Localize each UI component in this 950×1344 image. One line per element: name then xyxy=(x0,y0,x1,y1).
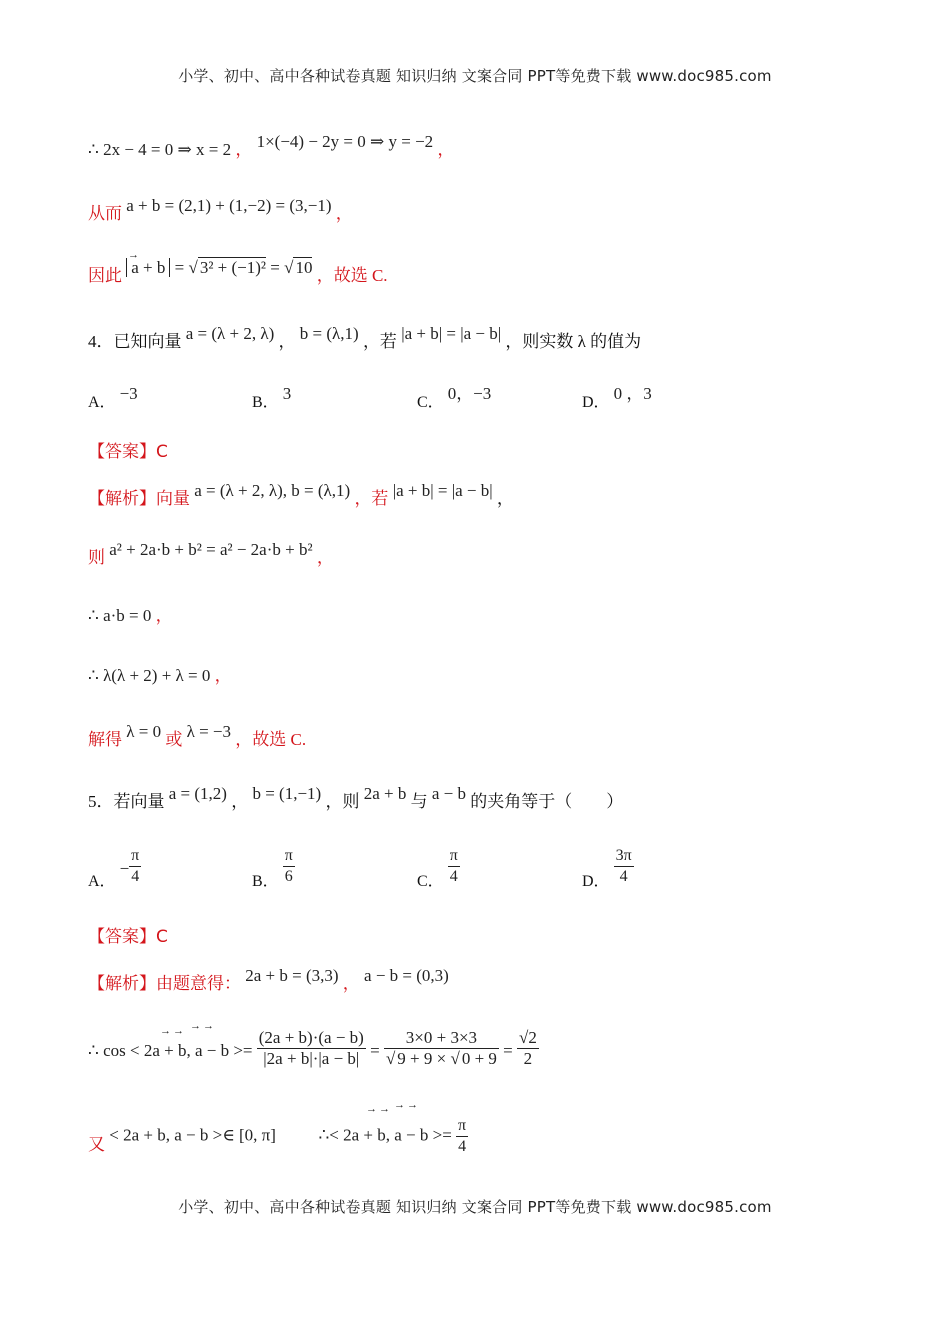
separator: ， xyxy=(278,332,296,351)
separator: ， xyxy=(437,140,455,159)
equals-sign: = xyxy=(503,1041,513,1061)
math-cos-result: $\frac{√2}{2}$ xyxy=(519,1028,537,1068)
solution-line-1 xyxy=(88,132,455,162)
analysis-tag: 【解析】由题意得： xyxy=(88,974,241,994)
math-expansion: a² + 2a·b + b² = a² − 2a·b + b² xyxy=(109,540,313,559)
q5-stem-suffix: 的夹角等于（ ） xyxy=(470,792,624,811)
option-value: 0，−3 xyxy=(447,384,492,403)
option-fraction: $\frac{\pi}{6}$ xyxy=(284,847,293,885)
conclusion-text: ，故选 C. xyxy=(316,266,388,285)
math-cos-fraction: $\frac{(2a + b)\cdot(a - b)}{|2a + b|\cdot|a - b|}$ xyxy=(258,1028,364,1068)
option-label: D． xyxy=(582,873,610,891)
math-cos-numeric: $\frac{3\times 0 + 3\times 3}{√ 9 + 9 \times √ 0 + 9}$ xyxy=(385,1028,497,1068)
q5-analysis-line xyxy=(88,966,449,996)
separator: ， xyxy=(496,489,514,508)
vector-arrow: →→ xyxy=(366,1103,392,1115)
math-2a-plus-b: 2a + b = (3,3) xyxy=(245,966,339,985)
math-dot-zero: ∴ a·b = 0 xyxy=(88,606,152,625)
option-label: A． xyxy=(88,394,116,411)
q4-analysis-line xyxy=(88,481,514,511)
q4-vector-b: b = (λ,1) xyxy=(299,324,359,343)
equals-sign: = xyxy=(270,258,280,277)
separator: ，若 xyxy=(362,332,397,351)
math-angle-conclusion: ∴< 2a + b, a − b >= xyxy=(318,1125,452,1145)
separator: ，则 xyxy=(325,792,360,811)
q4-answer xyxy=(88,440,168,464)
q4-vector-a: a = (λ + 2, λ) xyxy=(185,324,275,343)
vector-arrow: →→ xyxy=(190,1020,216,1032)
analysis-tag: 【解析】向量 xyxy=(88,489,190,509)
q5-last-line xyxy=(88,1116,468,1157)
math-condition: |a + b| = |a − b| xyxy=(392,481,493,500)
q5-answer xyxy=(88,925,168,949)
q5-option-a xyxy=(88,846,141,891)
option-label: C． xyxy=(417,394,444,411)
q4-stem xyxy=(88,324,642,354)
answer-text: 【答案】C xyxy=(88,442,168,462)
solution-line-3: 因此 a + b = √ 3² + (−1)² = √ 10 ，故选 C. xyxy=(88,258,388,285)
separator: ， xyxy=(235,140,253,159)
q4-step-1 xyxy=(88,540,334,570)
option-label: B． xyxy=(252,394,279,411)
vector-arrow: →→ xyxy=(394,1099,420,1111)
option-fraction: $\frac{\pi}{4}$ xyxy=(131,847,140,885)
q5-stem-prefix: 5．若向量 xyxy=(88,792,165,811)
option-label: B． xyxy=(252,873,279,891)
solution-line-2 xyxy=(88,196,353,226)
math-lambda-0: λ = 0 xyxy=(126,722,162,741)
option-value: 0 ，3 xyxy=(613,384,652,403)
option-value: 3 xyxy=(282,384,292,403)
q4-step-4 xyxy=(88,722,307,752)
option-label: A． xyxy=(88,873,116,891)
separator: ， xyxy=(316,548,334,567)
q4-step-2 xyxy=(88,604,173,628)
q5-option-b xyxy=(252,846,295,891)
prefix-text: 解得 xyxy=(88,730,122,749)
option-value: −3 xyxy=(119,384,138,403)
connector-text: 与 xyxy=(410,792,428,811)
option-sign: − xyxy=(119,859,130,879)
or-text: 或 xyxy=(165,730,183,749)
math-vectors: a = (λ + 2, λ), b = (λ,1) xyxy=(194,481,351,500)
separator: ， xyxy=(155,606,173,625)
prefix-text: 则 xyxy=(88,548,105,567)
q5-expr-1: 2a + b xyxy=(363,784,407,803)
equals-sign: = xyxy=(370,1041,380,1061)
math-y-solve: 1×(−4) − 2y = 0 ⇒ y = −2 xyxy=(256,132,434,151)
q5-stem xyxy=(88,784,624,814)
page-footer: 小学、初中、高中各种试卷真题 知识归纳 文案合同 PPT等免费下载 www.doc985.com xyxy=(178,1198,772,1216)
math-angle-value: $\frac{\pi}{4}$ xyxy=(458,1117,467,1155)
q5-expr-2: a − b xyxy=(431,784,466,803)
math-vector-sum: a + b = (2,1) + (1,−2) = (3,−1) xyxy=(126,196,332,215)
separator: ， xyxy=(214,666,232,685)
option-fraction: $\frac{\pi}{4}$ xyxy=(449,847,458,885)
q4-option-a xyxy=(88,384,138,415)
q4-stem-suffix: ，则实数 λ 的值为 xyxy=(505,332,642,351)
separator: ， xyxy=(231,792,249,811)
separator: ， xyxy=(335,204,353,223)
q5-option-d xyxy=(582,846,634,891)
prefix-text: 因此 xyxy=(88,266,122,285)
math-x-solve: ∴ 2x − 4 = 0 ⇒ x = 2 xyxy=(88,140,232,159)
math-sqrt-expr: 3² + (−1)² xyxy=(199,258,267,277)
equals-sign: = xyxy=(174,258,185,277)
q4-option-d xyxy=(582,384,652,415)
option-fraction: $\frac{3\pi}{4}$ xyxy=(615,847,632,885)
q5-cos-line xyxy=(88,1028,539,1069)
math-sqrt-10: 10 xyxy=(295,258,313,277)
prefix-text: 又 xyxy=(88,1135,105,1155)
vector-arrow: →→ xyxy=(160,1025,186,1037)
separator: ，若 xyxy=(354,489,389,508)
math-angle-range: < 2a + b, a − b >∈ [0, π] xyxy=(109,1125,276,1145)
math-cos-lhs: ∴ cos < 2a + b, a − b >= xyxy=(88,1041,253,1061)
conclusion-text: ，故选 C. xyxy=(235,730,307,749)
math-lambda-neg3: λ = −3 xyxy=(186,722,232,741)
q4-stem-prefix: 4．已知向量 xyxy=(88,332,182,351)
vector-arrow: → xyxy=(128,249,141,261)
q4-condition: |a + b| = |a − b| xyxy=(401,324,502,343)
answer-text: 【答案】C xyxy=(88,927,168,947)
separator: ， xyxy=(342,974,360,993)
q5-vector-a: a = (1,2) xyxy=(168,784,227,803)
q5-option-c xyxy=(417,846,460,891)
q4-option-c xyxy=(417,384,492,415)
math-a-minus-b: a − b = (0,3) xyxy=(364,966,449,985)
prefix-text: 从而 xyxy=(88,204,122,223)
math-lambda-eq: ∴ λ(λ + 2) + λ = 0 xyxy=(88,666,211,685)
option-label: C． xyxy=(417,873,444,891)
q5-vector-b: b = (1,−1) xyxy=(252,784,322,803)
page-header: 小学、初中、高中各种试卷真题 知识归纳 文案合同 PPT等免费下载 www.doc985.com xyxy=(178,67,772,85)
q4-option-b xyxy=(252,384,292,415)
q4-step-3 xyxy=(88,664,232,688)
math-abs-sum: a + b xyxy=(126,258,170,277)
option-label: D． xyxy=(582,394,610,411)
